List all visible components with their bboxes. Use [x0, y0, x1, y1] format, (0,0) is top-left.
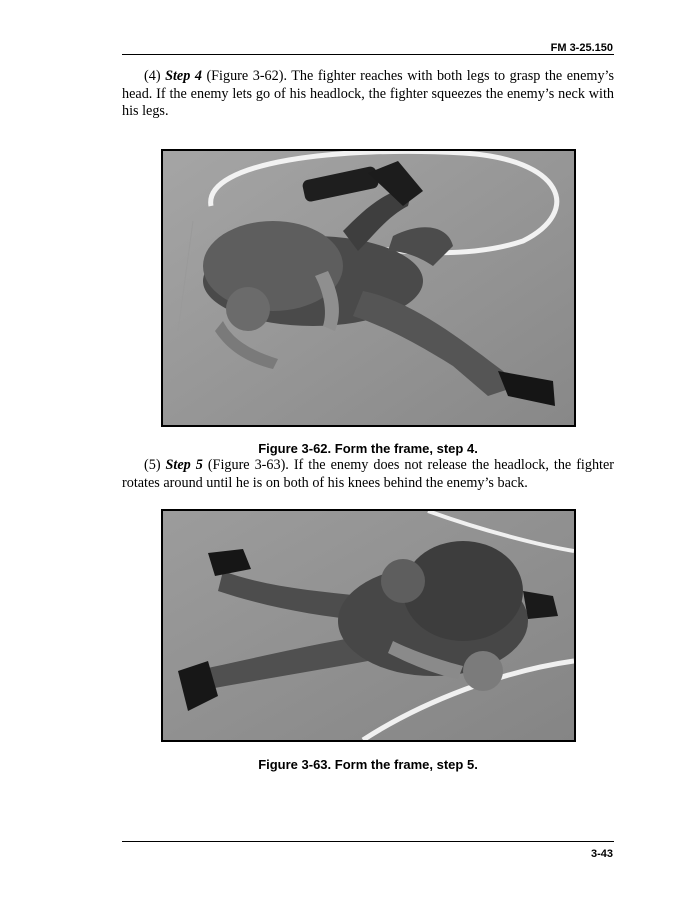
page-number: 3-43 [590, 848, 613, 860]
paragraph-number: (5) [144, 457, 161, 473]
step-label: Step 5 [165, 457, 203, 473]
figure-3-63-photo [161, 509, 576, 742]
paragraph-text: (Figure 3-62). The fighter reaches with both legs to grasp the enemy’s head. If the enemy lets go of his headlock, the fighter squeezes the enemy’s neck with his legs. [122, 68, 615, 119]
figure-3-62-caption: Figure 3-62. Form the frame, step 4. [258, 441, 478, 456]
paragraph-text: (Figure 3-63). If the enemy does not release the headlock, the fighter rotates around until he is on both of his knees behind the enemy’s back. [122, 457, 615, 491]
figure-3-62-photo [161, 149, 576, 427]
step-label: Step 4 [165, 68, 202, 84]
figure-3-63-caption: Figure 3-63. Form the frame, step 5. [258, 757, 478, 772]
footer-rule [122, 841, 614, 842]
paragraph-step-5 [122, 457, 614, 492]
paragraph-step-4 [122, 68, 614, 121]
header-rule [122, 54, 614, 55]
paragraph-number: (4) [144, 68, 161, 84]
document-id: FM 3-25.150 [550, 42, 613, 54]
